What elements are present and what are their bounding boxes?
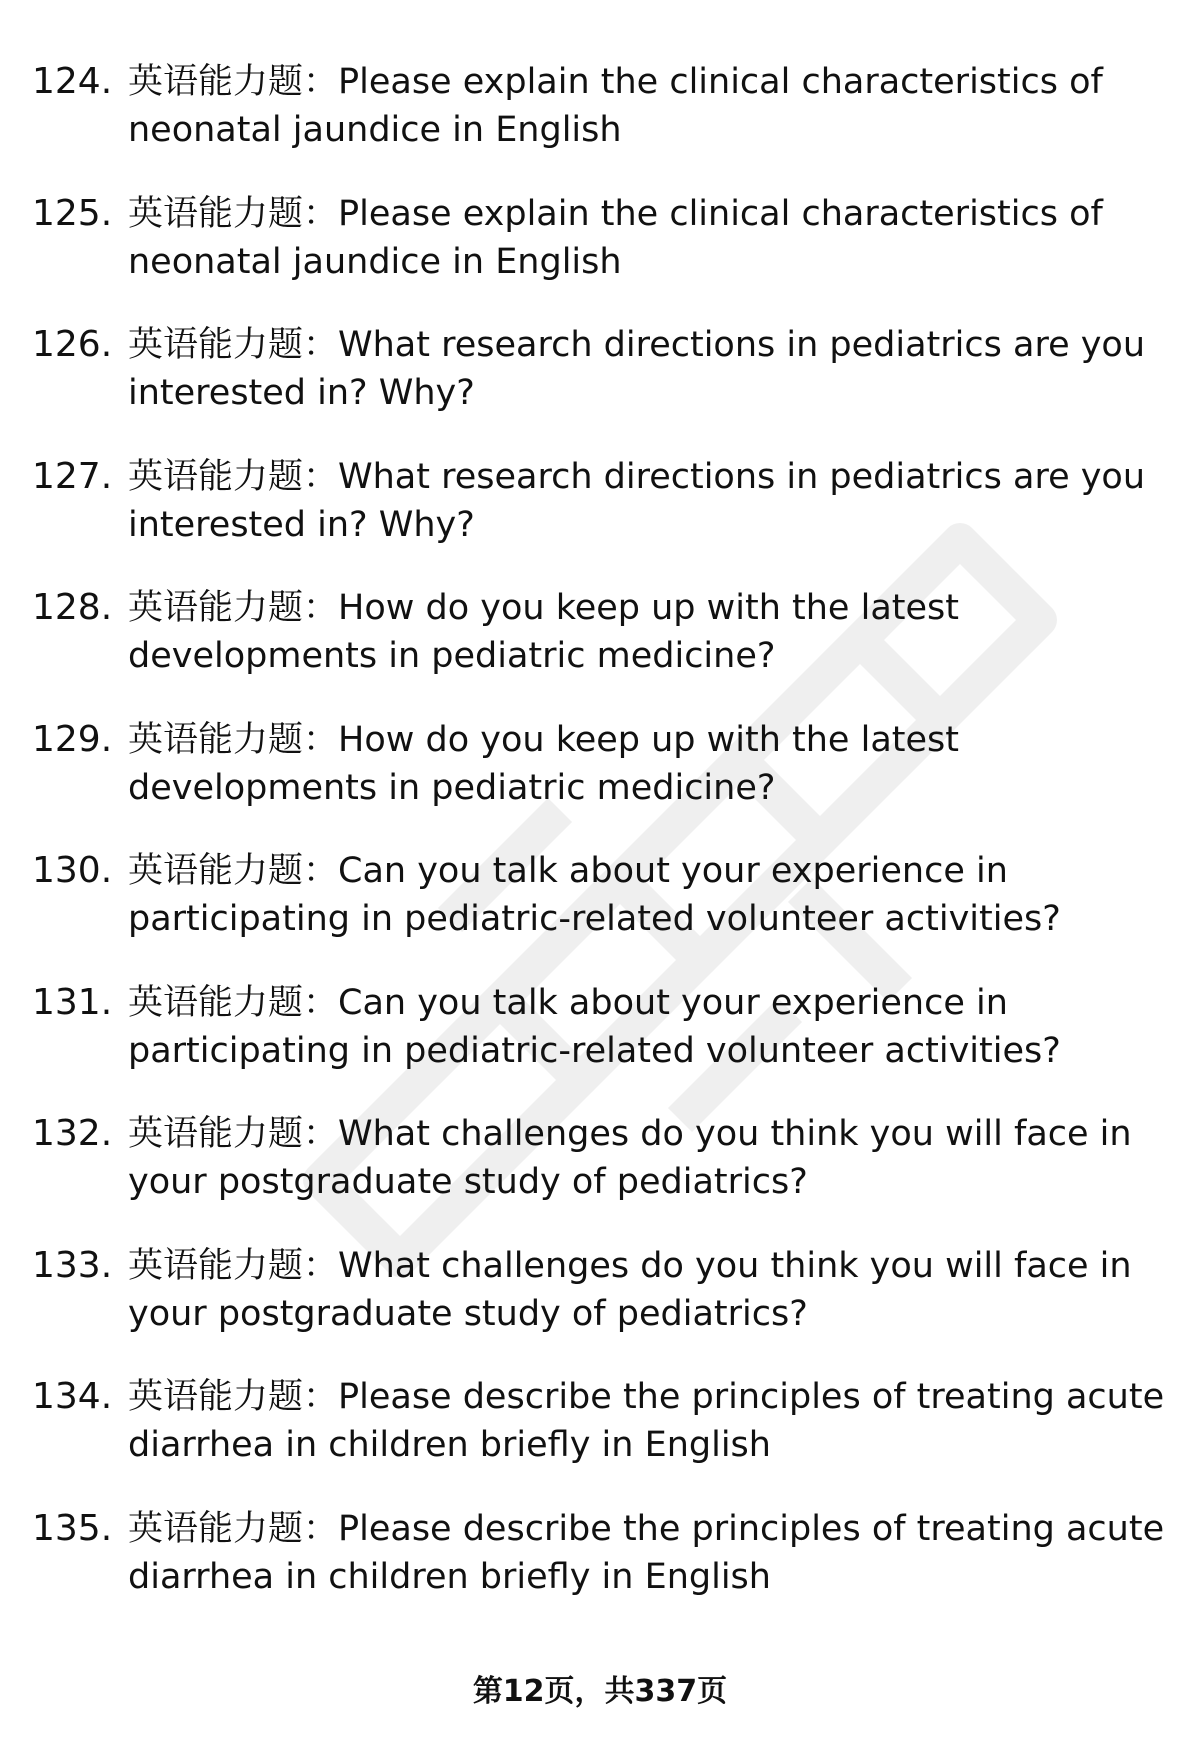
question-item bbox=[0, 584, 1200, 716]
question-number: 134. bbox=[32, 1376, 113, 1417]
question-body bbox=[128, 979, 1178, 1075]
question-number: 128. bbox=[32, 587, 113, 628]
question-list bbox=[0, 58, 1200, 1636]
question-number: 135. bbox=[32, 1507, 113, 1549]
question-item bbox=[0, 190, 1200, 322]
question-number: 130. bbox=[32, 850, 113, 891]
question-category: 英语能力题： bbox=[128, 982, 339, 1023]
question-body bbox=[128, 190, 1178, 286]
question-category: 英语能力题： bbox=[128, 62, 339, 102]
question-item bbox=[0, 453, 1200, 585]
question-category: 英语能力题： bbox=[128, 719, 339, 760]
question-category: 英语能力题： bbox=[128, 193, 339, 234]
question-text: What challenges do you think you will face in your postgraduate study of pediatrics? bbox=[128, 1245, 1132, 1334]
question-body bbox=[128, 1242, 1178, 1338]
question-number: 126. bbox=[32, 324, 113, 365]
question-item bbox=[0, 716, 1200, 848]
page-number-label: 第12页，共337页 bbox=[472, 1674, 728, 1709]
question-item bbox=[0, 1242, 1200, 1374]
question-number: 125. bbox=[32, 192, 113, 234]
question-number: 127. bbox=[32, 455, 113, 497]
question-category: 英语能力题： bbox=[128, 456, 339, 497]
question-text: Please explain the clinical characteristics of neonatal jaundice in English bbox=[128, 193, 1103, 282]
question-category: 英语能力题： bbox=[128, 1114, 339, 1154]
page-footer bbox=[0, 1672, 1200, 1712]
question-body bbox=[128, 1110, 1178, 1206]
question-text: Can you talk about your experience in participating in pediatric-related volunteer activities? bbox=[128, 982, 1061, 1071]
question-number: 132. bbox=[32, 1113, 113, 1154]
question-text: Please describe the principles of treating acute diarrhea in children briefly in English bbox=[128, 1508, 1165, 1597]
question-body bbox=[128, 1505, 1178, 1601]
question-body bbox=[128, 584, 1178, 680]
question-text: Please explain the clinical characteristics of neonatal jaundice in English bbox=[128, 62, 1103, 150]
question-text: What challenges do you think you will face in your postgraduate study of pediatrics? bbox=[128, 1114, 1132, 1202]
question-number: 133. bbox=[32, 1244, 113, 1286]
question-category: 英语能力题： bbox=[128, 1508, 339, 1549]
question-item bbox=[0, 1505, 1200, 1637]
question-body bbox=[128, 321, 1178, 417]
question-text: Please describe the principles of treating acute diarrhea in children briefly in English bbox=[128, 1377, 1165, 1465]
question-item bbox=[0, 321, 1200, 453]
question-category: 英语能力题： bbox=[128, 325, 339, 365]
question-body bbox=[128, 847, 1178, 943]
question-text: What research directions in pediatrics are you interested in? Why? bbox=[128, 325, 1146, 413]
question-category: 英语能力题： bbox=[128, 588, 339, 628]
question-body bbox=[128, 716, 1178, 812]
question-item bbox=[0, 847, 1200, 979]
question-number: 124. bbox=[32, 61, 113, 102]
question-item bbox=[0, 1110, 1200, 1242]
question-category: 英语能力题： bbox=[128, 851, 339, 891]
question-text: Can you talk about your experience in participating in pediatric-related volunteer activities? bbox=[128, 851, 1061, 939]
question-number: 129. bbox=[32, 718, 113, 760]
question-item bbox=[0, 979, 1200, 1111]
question-body bbox=[128, 58, 1178, 154]
question-category: 英语能力题： bbox=[128, 1377, 339, 1417]
question-category: 英语能力题： bbox=[128, 1245, 339, 1286]
question-body bbox=[128, 1373, 1178, 1469]
question-item bbox=[0, 1373, 1200, 1505]
question-item bbox=[0, 58, 1200, 190]
question-body bbox=[128, 453, 1178, 549]
question-text: How do you keep up with the latest developments in pediatric medicine? bbox=[128, 588, 959, 676]
question-number: 131. bbox=[32, 981, 113, 1023]
question-text: How do you keep up with the latest developments in pediatric medicine? bbox=[128, 719, 959, 808]
question-text: What research directions in pediatrics are you interested in? Why? bbox=[128, 456, 1146, 545]
